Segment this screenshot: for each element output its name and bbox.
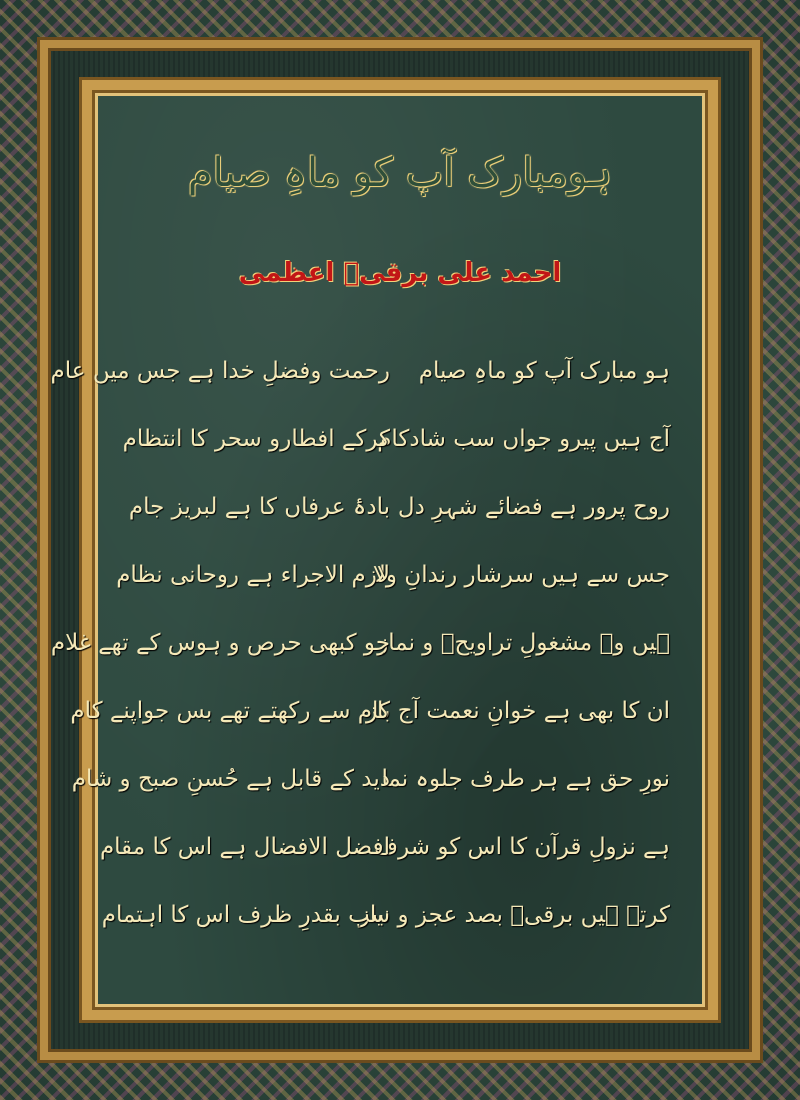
couplet-second-line: سب بقدرِ ظرف اس کا اہتمام (101, 902, 390, 928)
poet-name: احمد علی برقیؔ اعظمی (238, 258, 562, 288)
couplet (50, 630, 708, 698)
couplet-first-line: روح پرور ہے فضائے شہرِ دل (397, 494, 670, 520)
couplet-first-line: آج ہیں پیرو جواں سب شادکام (377, 426, 670, 452)
couplet-second-line: جو کبھی حرص و ہوس کے تھے غلام (50, 630, 390, 656)
couplet (92, 902, 708, 970)
couplet-second-line: افضل الافضال ہے اس کا مقام (99, 834, 390, 860)
couplet (92, 494, 708, 562)
poem-panel (50, 80, 718, 1020)
couplet-first-line: جس سے ہیں سرشار رندانِ ولا (372, 562, 670, 588)
couplet (92, 834, 708, 902)
couplet-second-line: دید کے قابل ہے حُسنِ صبح و شام (71, 766, 390, 792)
couplet (50, 358, 708, 426)
couplet-second-line: لازم الاجراء ہے روحانی نظام (116, 562, 390, 588)
couplet-second-line: کرکے افطارو سحر کا انتظام (122, 426, 390, 452)
poem-title: ہومبارک آپ کو ماہِ صیام (187, 150, 613, 196)
couplet (92, 562, 708, 630)
couplet-first-line: ہو مبارک آپ کو ماہِ صیام (418, 358, 670, 384)
couplet (70, 698, 708, 766)
couplet-list (50, 358, 708, 970)
couplet-first-line: ہیں وہ مشغولِ تراویحؔ و نماز (377, 630, 670, 656)
couplet-second-line: کام سے رکھتے تھے بس جواپنے کام (70, 698, 390, 724)
couplet (92, 426, 708, 494)
couplet-first-line: ان کا بھی ہے خوانِ نعمت آج باز (365, 698, 670, 724)
couplet-second-line: رحمت وفضلِ خدا ہے جس میں عام (50, 358, 390, 384)
couplet-first-line: نورِ حق ہے ہر طرف جلوہ نما (381, 766, 670, 792)
couplet-second-line: بادۂ عرفاں کا ہے لبریز جام (128, 494, 390, 520)
couplet-first-line: کرتے ہیں برقیؔ بصد عجز و نیاز (358, 902, 670, 928)
couplet-first-line: ہے نزولِ قرآن کا اس کو شرف (374, 834, 670, 860)
couplet (71, 766, 708, 834)
